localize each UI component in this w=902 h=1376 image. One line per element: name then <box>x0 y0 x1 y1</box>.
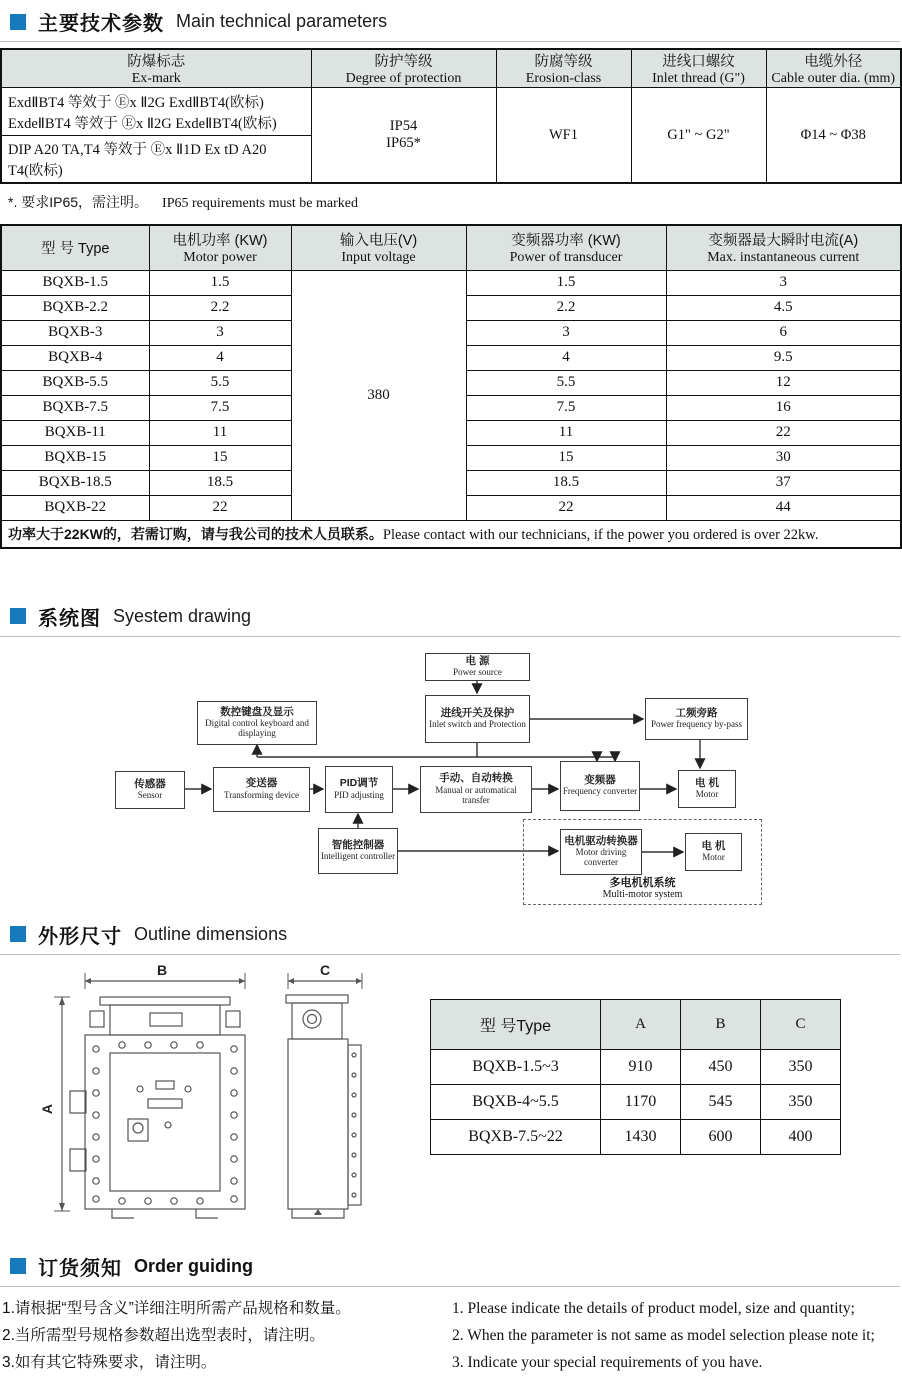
col-cable-dia: 电缆外径 Cable outer dia. (mm) <box>766 49 901 88</box>
section-heading-system-drawing <box>0 595 900 636</box>
block-transforming-device: 变送器 Transforming device <box>213 767 310 812</box>
blue-square-bullet-icon <box>10 14 26 30</box>
table-header-row <box>1 49 901 88</box>
block-intelligent-controller: 智能控制器 Intelligent controller <box>318 828 398 874</box>
table-row: BQXB-1.5 1.5 380 1.5 3 <box>1 270 901 295</box>
system-block-diagram <box>0 645 900 913</box>
table-row: BQXB-7.5 7.5 7.5 16 <box>1 395 901 420</box>
table-row: BQXB-1.5~3 910 450 350 <box>431 1049 841 1084</box>
dimension-table-wrap <box>430 999 841 1231</box>
inlet-thread-cell: G1" ~ G2" <box>631 88 766 184</box>
table-row: BQXB-2.2 2.2 2.2 4.5 <box>1 295 901 320</box>
section-title-zh: 订货须知 <box>38 1257 122 1280</box>
table-row: BQXB-4~5.5 1170 545 350 <box>431 1084 841 1119</box>
section-divider <box>0 41 900 42</box>
input-voltage-cell: 380 <box>291 270 466 520</box>
block-motor: 电 机 Motor <box>678 770 736 808</box>
cable-dia-cell: Φ14 ~ Φ38 <box>766 88 901 184</box>
blue-square-bullet-icon <box>10 926 26 942</box>
col-c: C <box>761 999 841 1049</box>
block-pid-adjusting: PID调节 PID adjusting <box>325 766 393 813</box>
section-title-zh: 主要技术参数 <box>38 13 164 35</box>
table-row: BQXB-5.5 5.5 5.5 12 <box>1 370 901 395</box>
list-item: 3. Indicate your special requirements of you have. <box>452 1353 763 1371</box>
multi-motor-system-label: 多电机机系统 Multi-motor system <box>602 876 683 901</box>
col-degree-protection: 防护等级 Degree of protection <box>311 49 496 88</box>
col-type: 型 号Type <box>431 999 601 1049</box>
block-motor-driving-converter: 电机驱动转换器 Motor driving converter <box>560 829 642 875</box>
section-divider <box>0 954 900 955</box>
section-title-en: Main technical parameters <box>176 11 388 31</box>
section-heading-tech-params <box>0 0 900 41</box>
table-row <box>1 88 901 136</box>
list-item: 3.如有其它特殊要求，请注明。 <box>2 1353 217 1371</box>
section-title-en: Order guiding <box>134 1255 253 1276</box>
outline-dimensions-row <box>0 959 900 1231</box>
model-selection-table <box>0 224 902 549</box>
section-title-en: Outline dimensions <box>134 923 288 944</box>
section-heading-order-guiding <box>0 1245 900 1286</box>
col-b: B <box>681 999 761 1049</box>
dimension-table <box>430 999 841 1155</box>
block-inlet-switch: 进线开关及保护 Inlet switch and Protection <box>425 695 530 743</box>
table-row: BQXB-11 11 11 22 <box>1 420 901 445</box>
table-row: BQXB-18.5 18.5 18.5 37 <box>1 470 901 495</box>
col-input-voltage: 输入电压(V) Input voltage <box>291 225 466 270</box>
table-row: BQXB-4 4 4 9.5 <box>1 345 901 370</box>
section-divider <box>0 636 900 637</box>
block-sensor: 传感器 Sensor <box>115 771 185 809</box>
table-row: BQXB-22 22 22 44 <box>1 495 901 520</box>
col-max-current: 变频器最大瞬时电流(A) Max. instantaneous current <box>666 225 901 270</box>
ex-mark-cell-1: ExdⅡBT4 等效于 Ⓔx Ⅱ2G ExdⅡBT4(欧标) ExdeⅡBT4 等效于 Ⓔx Ⅱ2G ExdeⅡBT4(欧标) <box>1 88 311 136</box>
protection-cell: IP54 IP65* <box>311 88 496 184</box>
section-title-zh: 系统图 <box>38 607 101 630</box>
dim-label-a: A <box>39 1103 55 1114</box>
dim-label-b: B <box>156 961 168 978</box>
order-guiding-lists <box>0 1295 900 1376</box>
list-item: 2. When the parameter is not same as model selection please note it; <box>452 1326 875 1344</box>
col-motor-power: 电机功率 (KW) Motor power <box>149 225 291 270</box>
block-motor-2: 电 机 Motor <box>685 833 742 871</box>
table-header-row <box>431 999 841 1049</box>
list-item: 1.请根据“型号含义”详细注明所需产品规格和数量。 <box>2 1299 351 1317</box>
cabinet-drawing <box>40 959 400 1229</box>
section-heading-outline-dimensions <box>0 913 900 954</box>
list-item: 1. Please indicate the details of product model, size and quantity; <box>452 1299 855 1317</box>
outline-drawing <box>0 959 420 1231</box>
ex-mark-cell-2: DIP A20 TA,T4 等效于 Ⓔx Ⅱ1D Ex tD A20 T4(欧标) <box>1 136 311 184</box>
dim-label-c: C <box>319 961 331 978</box>
order-list-en <box>452 1295 900 1376</box>
block-manual-auto-transfer: 手动、自动转换 Manual or automatical transfer <box>420 766 532 813</box>
block-power-source: 电 源 Power source <box>425 653 530 681</box>
table-footer-row <box>1 520 901 548</box>
table-row: BQXB-7.5~22 1430 600 400 <box>431 1119 841 1154</box>
section-title-zh: 外形尺寸 <box>38 925 122 948</box>
block-frequency-converter: 变频器 Frequency converter <box>560 761 640 811</box>
table-row: BQXB-3 3 3 6 <box>1 320 901 345</box>
list-item: 2.当所需型号规格参数超出选型表时，请注明。 <box>2 1326 325 1344</box>
blue-square-bullet-icon <box>10 1258 26 1274</box>
erosion-cell: WF1 <box>496 88 631 184</box>
col-ex-mark: 防爆标志 Ex-mark <box>1 49 311 88</box>
section-title-en: Syestem drawing <box>113 605 252 626</box>
block-bypass: 工频旁路 Power frequency by-pass <box>645 698 748 740</box>
blue-square-bullet-icon <box>10 608 26 624</box>
ex-parameters-table <box>0 48 902 184</box>
over-22kw-note: 功率大于22KW的，若需订购，请与我公司的技术人员联系。Please contact with our technicians, if the power you ordered is over 22kw. <box>1 520 901 548</box>
col-a: A <box>601 999 681 1049</box>
ip65-note: *. 要求IP65，需注明。 IP65 requirements must be marked <box>8 194 358 211</box>
col-transducer-power: 变频器功率 (KW) Power of transducer <box>466 225 666 270</box>
order-list-zh <box>0 1295 452 1376</box>
col-erosion-class: 防腐等级 Erosion-class <box>496 49 631 88</box>
col-type: 型 号 Type <box>1 225 149 270</box>
col-inlet-thread: 进线口螺纹 Inlet thread (G") <box>631 49 766 88</box>
table-header-row <box>1 225 901 270</box>
section-divider <box>0 1286 900 1287</box>
block-digital-keyboard: 数控键盘及显示 Digital control keyboard and displaying <box>197 701 317 745</box>
table-row: BQXB-15 15 15 30 <box>1 445 901 470</box>
